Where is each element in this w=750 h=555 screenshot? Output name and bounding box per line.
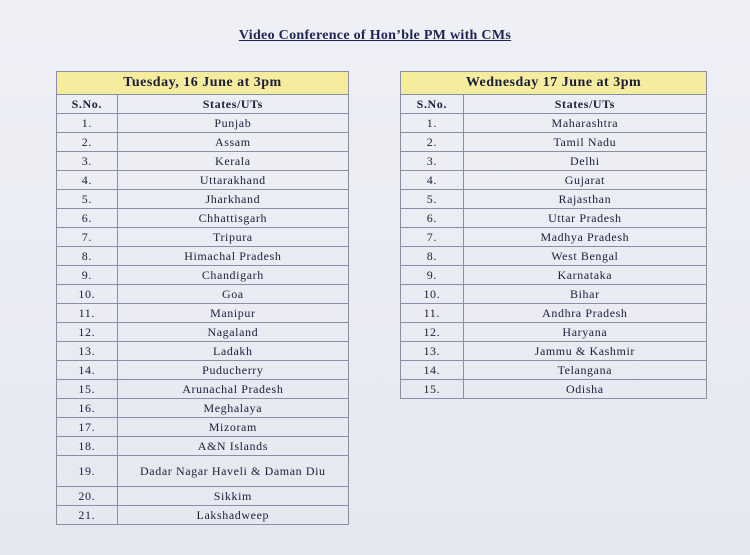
serial-number-cell: 21. — [57, 506, 118, 525]
table-row — [401, 133, 707, 152]
state-name-cell: Puducherry — [117, 361, 348, 380]
state-name-cell: Nagaland — [117, 323, 348, 342]
serial-number-cell: 11. — [57, 304, 118, 323]
table-row — [401, 266, 707, 285]
state-name-cell: Bihar — [463, 285, 706, 304]
table-row — [57, 266, 349, 285]
table-row — [57, 323, 349, 342]
table-row — [401, 361, 707, 380]
state-name-cell: Manipur — [117, 304, 348, 323]
table-row — [57, 380, 349, 399]
page-title: Video Conference of Hon’ble PM with CMs — [238, 28, 512, 43]
serial-number-cell: 19. — [57, 456, 118, 487]
state-name-cell: Sikkim — [117, 487, 348, 506]
state-name-cell: Odisha — [463, 380, 706, 399]
table-row — [401, 323, 707, 342]
state-name-cell: Karnataka — [463, 266, 706, 285]
state-name-cell: Jammu & Kashmir — [463, 342, 706, 361]
serial-number-cell: 7. — [57, 228, 118, 247]
column-header-sno: S.No. — [401, 95, 464, 114]
table-row — [57, 342, 349, 361]
table-row — [57, 190, 349, 209]
serial-number-cell: 3. — [401, 152, 464, 171]
table-row — [401, 228, 707, 247]
table-row — [401, 380, 707, 399]
state-name-cell: A&N Islands — [117, 437, 348, 456]
serial-number-cell: 6. — [57, 209, 118, 228]
table-header-date: Wednesday 17 June at 3pm — [401, 72, 707, 95]
serial-number-cell: 6. — [401, 209, 464, 228]
table-row — [57, 171, 349, 190]
table-row — [57, 152, 349, 171]
table-row — [401, 304, 707, 323]
state-name-cell: Ladakh — [117, 342, 348, 361]
state-name-cell: Andhra Pradesh — [463, 304, 706, 323]
table-row — [57, 133, 349, 152]
state-name-cell: Haryana — [463, 323, 706, 342]
state-name-cell: Lakshadweep — [117, 506, 348, 525]
state-name-cell: Assam — [117, 133, 348, 152]
serial-number-cell: 11. — [401, 304, 464, 323]
serial-number-cell: 18. — [57, 437, 118, 456]
table-row — [401, 342, 707, 361]
serial-number-cell: 4. — [57, 171, 118, 190]
serial-number-cell: 20. — [57, 487, 118, 506]
serial-number-cell: 2. — [401, 133, 464, 152]
state-name-cell: Jharkhand — [117, 190, 348, 209]
serial-number-cell: 10. — [57, 285, 118, 304]
state-name-cell: Mizoram — [117, 418, 348, 437]
table-row — [57, 247, 349, 266]
table-row — [57, 418, 349, 437]
table-row — [57, 285, 349, 304]
serial-number-cell: 15. — [57, 380, 118, 399]
serial-number-cell: 9. — [401, 266, 464, 285]
schedule-table-wednesday — [400, 71, 707, 399]
serial-number-cell: 5. — [401, 190, 464, 209]
state-name-cell: Tamil Nadu — [463, 133, 706, 152]
state-name-cell: West Bengal — [463, 247, 706, 266]
column-header-states: States/UTs — [463, 95, 706, 114]
state-name-cell: Chandigarh — [117, 266, 348, 285]
state-name-cell: Tripura — [117, 228, 348, 247]
table-row — [401, 247, 707, 266]
state-name-cell: Uttarakhand — [117, 171, 348, 190]
table-row — [401, 114, 707, 133]
serial-number-cell: 12. — [57, 323, 118, 342]
serial-number-cell: 12. — [401, 323, 464, 342]
serial-number-cell: 2. — [57, 133, 118, 152]
serial-number-cell: 17. — [57, 418, 118, 437]
state-name-cell: Goa — [117, 285, 348, 304]
table-row — [57, 114, 349, 133]
state-name-cell: Arunachal Pradesh — [117, 380, 348, 399]
table-row — [57, 506, 349, 525]
table-row — [57, 487, 349, 506]
state-name-cell: Rajasthan — [463, 190, 706, 209]
serial-number-cell: 5. — [57, 190, 118, 209]
table-row — [401, 285, 707, 304]
state-name-cell: Chhattisgarh — [117, 209, 348, 228]
table-row — [57, 304, 349, 323]
serial-number-cell: 3. — [57, 152, 118, 171]
serial-number-cell: 14. — [57, 361, 118, 380]
serial-number-cell: 10. — [401, 285, 464, 304]
state-name-cell: Maharashtra — [463, 114, 706, 133]
table-row — [57, 228, 349, 247]
column-header-sno: S.No. — [57, 95, 118, 114]
table-row — [401, 152, 707, 171]
table-row — [401, 171, 707, 190]
table-row — [57, 209, 349, 228]
serial-number-cell: 15. — [401, 380, 464, 399]
serial-number-cell: 9. — [57, 266, 118, 285]
state-name-cell: Meghalaya — [117, 399, 348, 418]
serial-number-cell: 1. — [57, 114, 118, 133]
schedule-table-tuesday — [56, 71, 349, 525]
state-name-cell: Punjab — [117, 114, 348, 133]
table-row — [57, 361, 349, 380]
serial-number-cell: 14. — [401, 361, 464, 380]
serial-number-cell: 13. — [57, 342, 118, 361]
serial-number-cell: 8. — [57, 247, 118, 266]
table-row — [57, 437, 349, 456]
state-name-cell: Dadar Nagar Haveli & Daman Diu — [117, 456, 348, 487]
column-header-states: States/UTs — [117, 95, 348, 114]
state-name-cell: Uttar Pradesh — [463, 209, 706, 228]
state-name-cell: Kerala — [117, 152, 348, 171]
state-name-cell: Gujarat — [463, 171, 706, 190]
serial-number-cell: 1. — [401, 114, 464, 133]
state-name-cell: Telangana — [463, 361, 706, 380]
state-name-cell: Himachal Pradesh — [117, 247, 348, 266]
serial-number-cell: 4. — [401, 171, 464, 190]
table-row — [401, 190, 707, 209]
state-name-cell: Delhi — [463, 152, 706, 171]
table-row — [57, 399, 349, 418]
serial-number-cell: 8. — [401, 247, 464, 266]
table-row — [401, 209, 707, 228]
serial-number-cell: 16. — [57, 399, 118, 418]
serial-number-cell: 13. — [401, 342, 464, 361]
state-name-cell: Madhya Pradesh — [463, 228, 706, 247]
table-row — [57, 456, 349, 487]
table-header-date: Tuesday, 16 June at 3pm — [57, 72, 349, 95]
serial-number-cell: 7. — [401, 228, 464, 247]
